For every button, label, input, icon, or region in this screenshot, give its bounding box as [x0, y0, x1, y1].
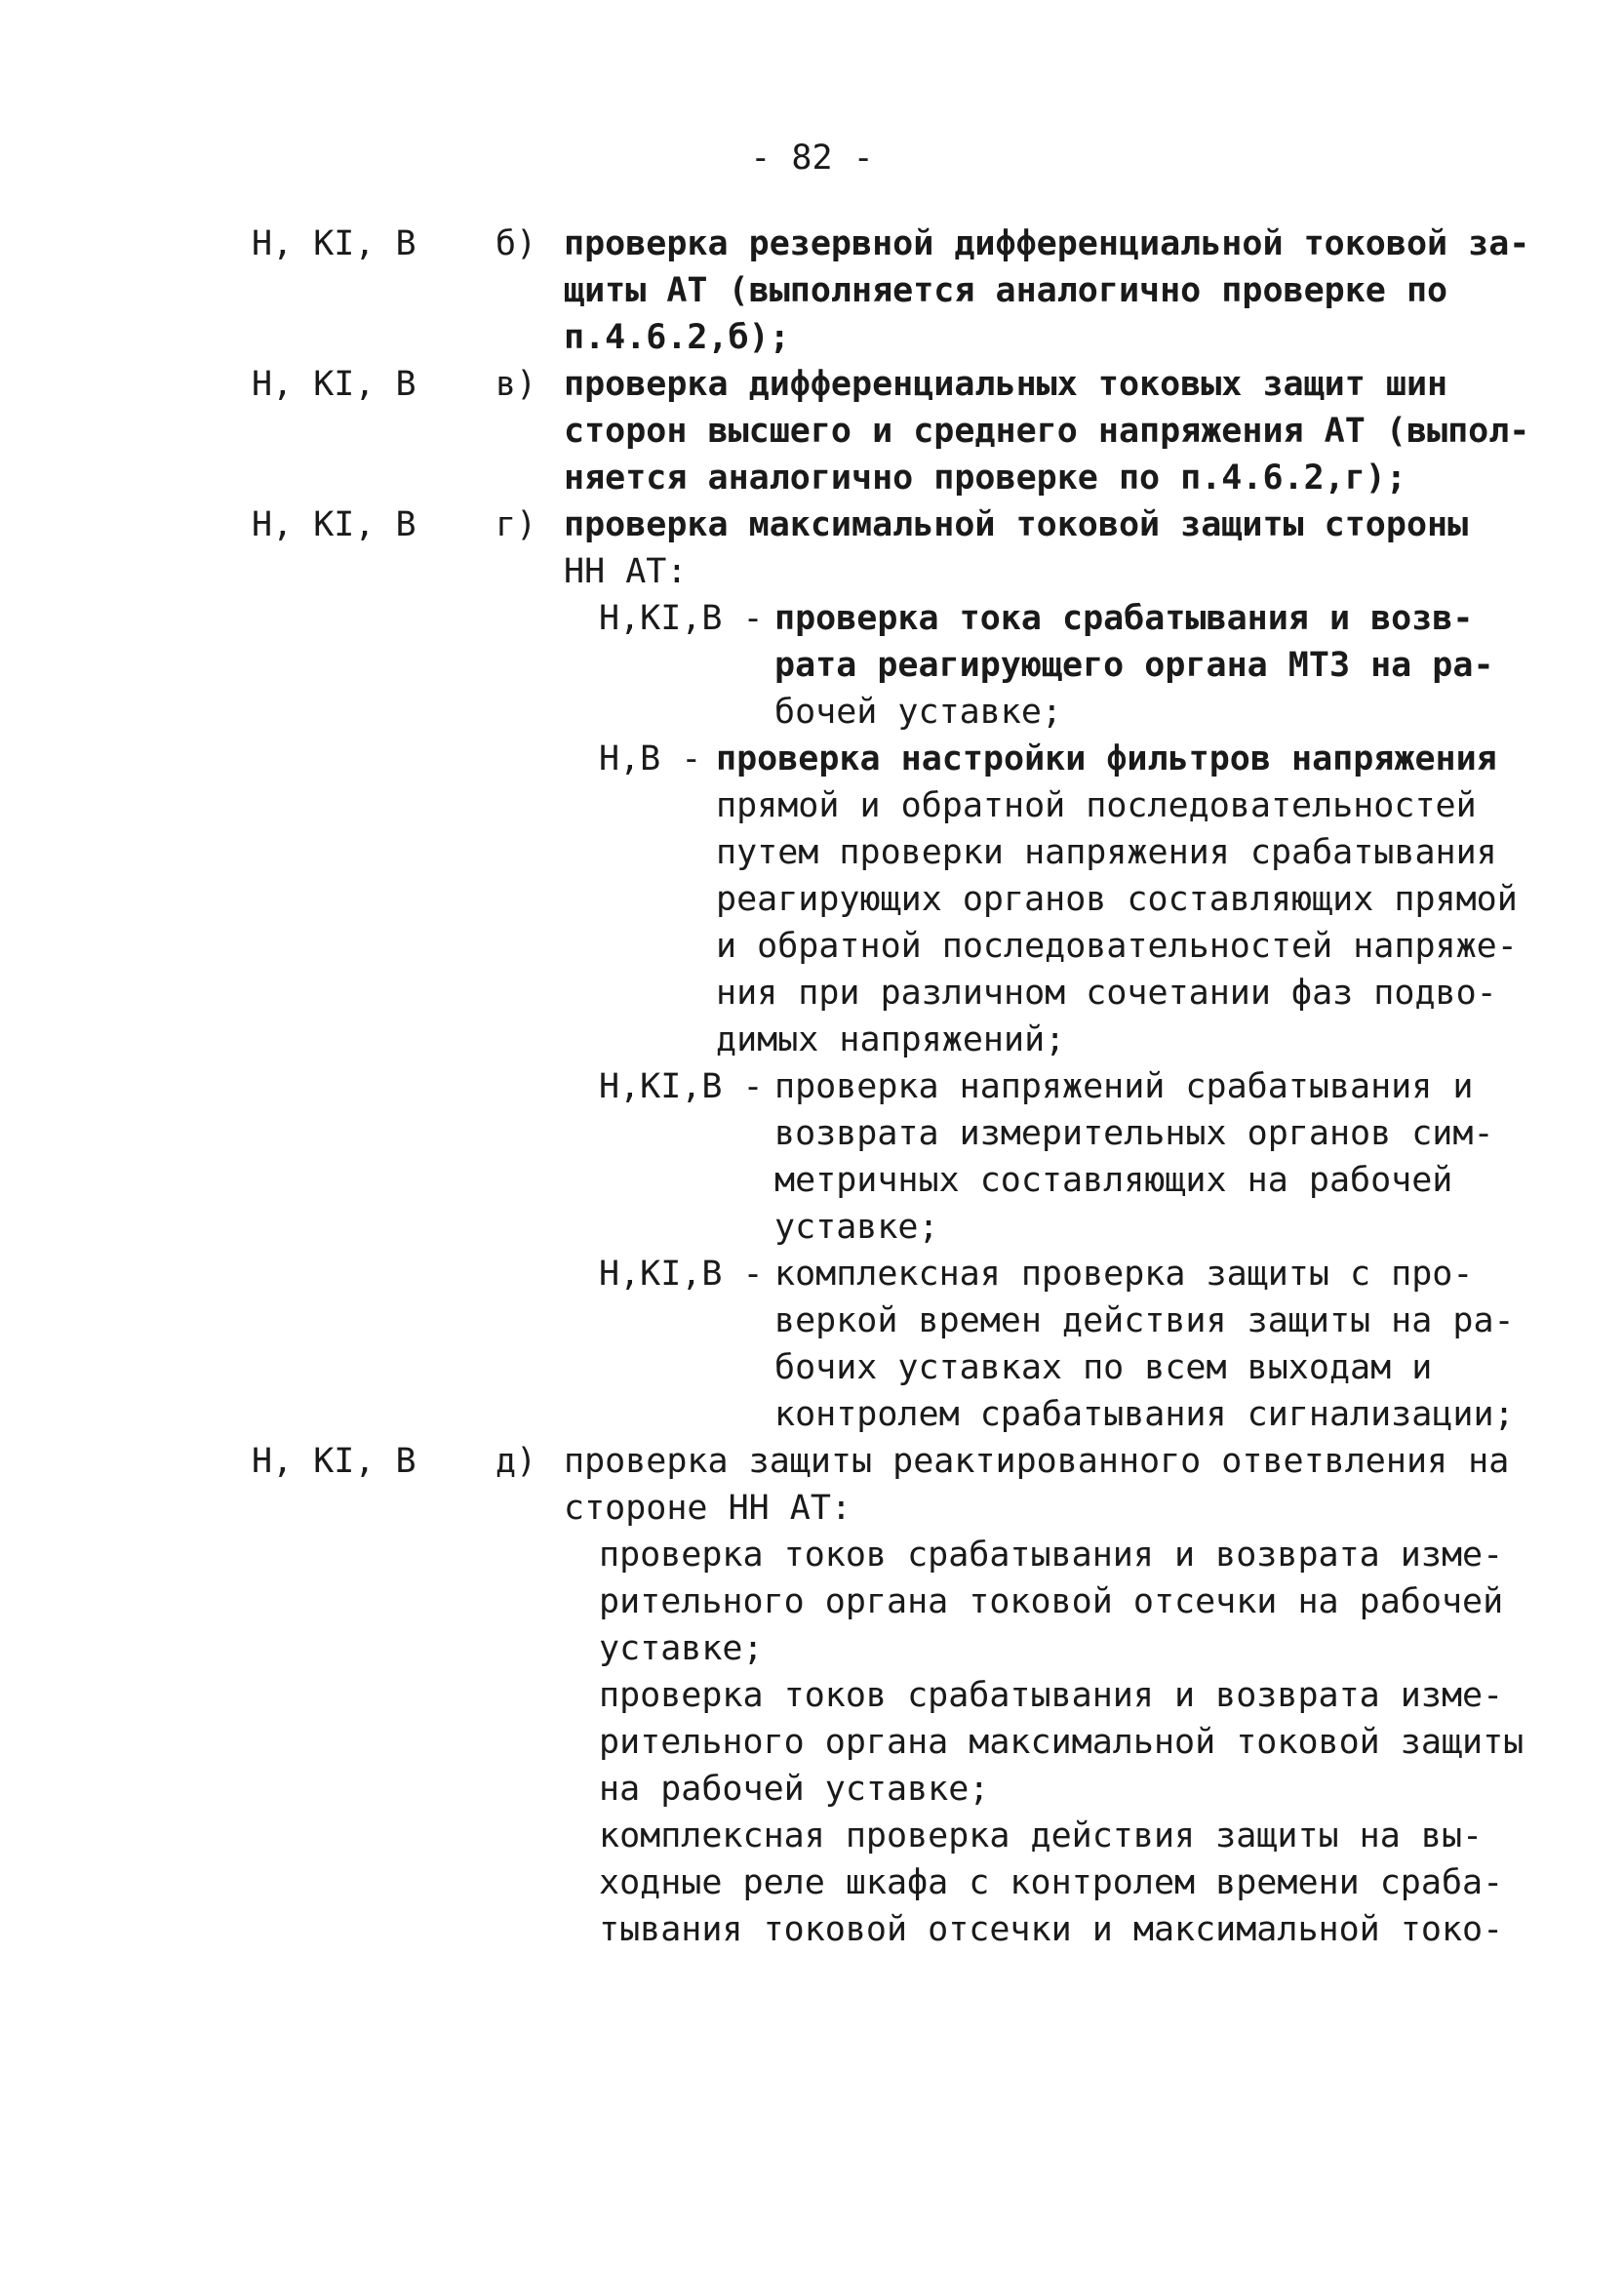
item-v-line-3: няется аналогично проверке по п.4.6.2,г);	[564, 459, 1406, 498]
item-d-line-2: стороне НН АТ:	[564, 1489, 852, 1528]
item-g-sub4-line-3: бочих уставках по всем выходам и	[774, 1348, 1433, 1387]
item-g-line-1: проверка максимальной токовой защиты стороны	[564, 505, 1469, 544]
item-d-codes: Н, КI, В	[252, 1442, 416, 1481]
item-d-marker: д)	[495, 1442, 537, 1481]
item-g-sub3-codes: Н,КI,В -	[599, 1067, 764, 1106]
item-g-sub3-line-4: уставке;	[774, 1208, 939, 1247]
item-v-line-2: сторон высшего и среднего напряжения АТ (выпол-	[564, 412, 1530, 451]
item-g-sub2-line-6: ния при различном сочетании фаз подво-	[716, 974, 1497, 1013]
item-g-sub1-line-1: проверка тока срабатывания и возв-	[774, 599, 1474, 638]
item-d-plain-line-7: комплексная проверка действия защиты на вы-	[599, 1816, 1484, 1855]
item-b-marker: б)	[495, 224, 537, 263]
item-g-sub2-line-2: прямой и обратной последовательностей	[716, 786, 1477, 825]
item-g-sub1-line-2: рата реагирующего органа МТЗ на ра-	[774, 646, 1494, 685]
item-g-sub4-line-1: комплексная проверка защиты с про-	[774, 1255, 1474, 1294]
item-g-line-2: НН АТ:	[564, 552, 688, 591]
item-d-plain-line-8: ходные реле шкафа с контролем времени сраба-	[599, 1863, 1504, 1902]
item-d-plain-line-3: уставке;	[599, 1629, 764, 1668]
item-g-sub3-line-3: метричных составляющих на рабочей	[774, 1161, 1453, 1200]
item-g-sub3-line-1: проверка напряжений срабатывания и	[774, 1067, 1474, 1106]
item-d-plain-line-5: рительного органа максимальной токовой защиты	[599, 1723, 1525, 1762]
item-g-sub4-line-2: веркой времен действия защиты на ра-	[774, 1301, 1515, 1340]
item-g-sub3-line-2: возврата измерительных органов сим-	[774, 1114, 1494, 1153]
item-d-line-1: проверка защиты реактированного ответвления на	[564, 1442, 1510, 1481]
item-g-sub2-line-3: путем проверки напряжения срабатывания	[716, 833, 1497, 872]
item-b-codes: Н, КI, В	[252, 224, 416, 263]
item-g-sub4-codes: Н,КI,В -	[599, 1255, 764, 1294]
item-d-plain-line-6: на рабочей уставке;	[599, 1770, 990, 1809]
item-g-sub2-line-4: реагирующих органов составляющих прямой	[716, 880, 1518, 919]
item-b-line-2: щиты АТ (выполняется аналогично проверке по	[564, 271, 1448, 310]
item-g-sub2-line-1: проверка настройки фильтров напряжения	[716, 739, 1497, 778]
item-g-sub1-line-3: бочей уставке;	[774, 693, 1063, 732]
item-g-codes: Н, КI, В	[252, 505, 416, 544]
item-g-marker: г)	[495, 505, 537, 544]
item-d-plain-line-2: рительного органа токовой отсечки на рабочей	[599, 1582, 1504, 1621]
item-v-codes: Н, КI, В	[252, 365, 416, 404]
item-g-sub2-line-5: и обратной последовательностей напряже-	[716, 927, 1518, 966]
item-b-line-3: п.4.6.2,б);	[564, 318, 790, 357]
item-g-sub2-codes: Н,В -	[599, 739, 702, 778]
item-d-plain-line-9: тывания токовой отсечки и максимальной токо-	[599, 1910, 1504, 1949]
item-g-sub2-line-7: димых напряжений;	[716, 1020, 1066, 1059]
item-b-line-1: проверка резервной дифференциальной токовой за-	[564, 224, 1530, 263]
item-v-marker: в)	[495, 365, 537, 404]
page-number: - 82 -	[750, 139, 874, 178]
item-v-line-1: проверка дифференциальных токовых защит шин	[564, 365, 1448, 404]
item-d-plain-line-1: проверка токов срабатывания и возврата изме-	[599, 1536, 1504, 1575]
item-d-plain-line-4: проверка токов срабатывания и возврата изме-	[599, 1676, 1504, 1715]
item-g-sub1-codes: Н,КI,В -	[599, 599, 764, 638]
item-g-sub4-line-4: контролем срабатывания сигнализации;	[774, 1395, 1515, 1434]
